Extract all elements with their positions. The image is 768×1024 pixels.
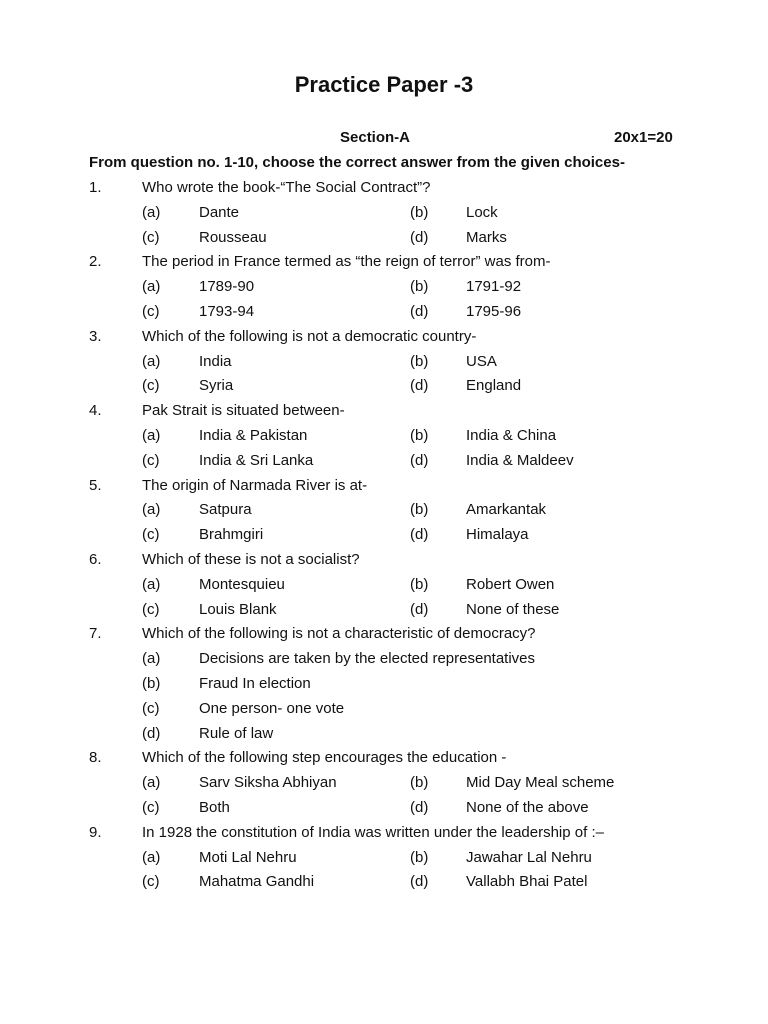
question-text: Which of the following is not a democratic country- bbox=[142, 327, 477, 345]
options-row bbox=[0, 498, 768, 523]
option-text: Montesquieu bbox=[199, 575, 285, 593]
marks-allocation: 20x1=20 bbox=[614, 129, 673, 146]
option-label: (b) bbox=[142, 674, 161, 692]
option-text: None of the above bbox=[466, 798, 589, 816]
question-row bbox=[0, 474, 768, 499]
option-text: 1789-90 bbox=[199, 278, 255, 296]
option-label: (a) bbox=[142, 352, 161, 370]
option-text: Decisions are taken by the elected representatives bbox=[199, 650, 536, 668]
option-label: (a) bbox=[142, 501, 161, 519]
option-label: (a) bbox=[142, 650, 161, 668]
question-text: Pak Strait is situated between- bbox=[142, 402, 345, 420]
page-title: Practice Paper -3 bbox=[294, 72, 474, 97]
option-text: Louis Blank bbox=[199, 600, 277, 618]
option-text: Fraud In election bbox=[199, 674, 311, 692]
option-text: Dante bbox=[199, 203, 240, 221]
option-label: (c) bbox=[142, 302, 160, 320]
option-text: Syria bbox=[199, 377, 234, 395]
option-label: (d) bbox=[410, 302, 429, 320]
section-heading: Section-A bbox=[340, 129, 411, 146]
option-text: Satpura bbox=[199, 501, 252, 519]
options-row bbox=[0, 697, 768, 722]
question-row bbox=[0, 176, 768, 201]
option-label: (d) bbox=[410, 526, 429, 544]
option-text: Sarv Siksha Abhiyan bbox=[199, 774, 337, 792]
option-label: (d) bbox=[410, 798, 429, 816]
option-text: 1795-96 bbox=[466, 302, 522, 320]
options-row bbox=[0, 846, 768, 871]
option-label: (b) bbox=[410, 575, 429, 593]
option-label: (c) bbox=[142, 600, 160, 618]
question-text: Which of the following is not a characteristic of democracy? bbox=[142, 625, 536, 643]
option-text: Jawahar Lal Nehru bbox=[466, 848, 592, 866]
options-row bbox=[0, 796, 768, 821]
question-list bbox=[0, 176, 768, 895]
option-label: (b) bbox=[410, 278, 429, 296]
option-text: Both bbox=[199, 798, 230, 816]
options-row bbox=[0, 424, 768, 449]
options-row bbox=[0, 771, 768, 796]
option-label: (d) bbox=[410, 873, 429, 891]
option-label: (b) bbox=[410, 426, 429, 444]
option-label: (c) bbox=[142, 228, 160, 246]
question-number: 8. bbox=[89, 749, 102, 767]
question-text: Which of these is not a socialist? bbox=[142, 550, 360, 568]
option-label: (c) bbox=[142, 798, 160, 816]
option-label: (b) bbox=[410, 203, 429, 221]
option-label: (d) bbox=[410, 228, 429, 246]
option-label: (c) bbox=[142, 873, 160, 891]
option-text: USA bbox=[466, 352, 497, 370]
option-text: India bbox=[199, 352, 232, 370]
option-text: 1791-92 bbox=[466, 278, 522, 296]
option-text: Brahmgiri bbox=[199, 526, 264, 544]
options-row bbox=[0, 449, 768, 474]
option-label: (a) bbox=[142, 203, 161, 221]
question-text: Which of the following step encourages the education - bbox=[142, 749, 507, 767]
question-text: The period in France termed as “the reign of terror” was from- bbox=[142, 253, 551, 271]
options-row bbox=[0, 523, 768, 548]
question-text: In 1928 the constitution of India was written under the leadership of :– bbox=[142, 823, 604, 841]
question-number: 7. bbox=[89, 625, 102, 643]
question-number: 9. bbox=[89, 823, 102, 841]
option-text: One person- one vote bbox=[199, 699, 345, 717]
instruction-text: From question no. 1-10, choose the correct answer from the given choices- bbox=[89, 154, 625, 171]
question-row bbox=[0, 821, 768, 846]
options-row bbox=[0, 226, 768, 251]
option-text: India & Sri Lanka bbox=[199, 451, 314, 469]
option-text: Rule of law bbox=[199, 724, 274, 742]
option-text: 1793-94 bbox=[199, 302, 255, 320]
option-text: None of these bbox=[466, 600, 560, 618]
option-label: (a) bbox=[142, 848, 161, 866]
option-text: Marks bbox=[466, 228, 507, 246]
option-text: India & China bbox=[466, 426, 557, 444]
option-label: (c) bbox=[142, 699, 160, 717]
option-label: (b) bbox=[410, 848, 429, 866]
option-text: Rousseau bbox=[199, 228, 267, 246]
question-text: Who wrote the book-“The Social Contract”? bbox=[142, 179, 431, 196]
options-row bbox=[0, 672, 768, 697]
option-label: (d) bbox=[142, 724, 161, 742]
options-row bbox=[0, 722, 768, 747]
option-text: Himalaya bbox=[466, 526, 529, 544]
option-text: Mahatma Gandhi bbox=[199, 873, 315, 891]
option-label: (b) bbox=[410, 501, 429, 519]
option-text: Moti Lal Nehru bbox=[199, 848, 297, 866]
option-label: (d) bbox=[410, 600, 429, 618]
question-number: 3. bbox=[89, 327, 102, 345]
options-row bbox=[0, 275, 768, 300]
option-text: Amarkantak bbox=[466, 501, 547, 519]
question-row bbox=[0, 548, 768, 573]
question-number: 4. bbox=[89, 402, 102, 420]
question-number: 1. bbox=[89, 179, 102, 196]
options-row bbox=[0, 598, 768, 623]
question-row bbox=[0, 325, 768, 350]
options-row bbox=[0, 647, 768, 672]
options-row bbox=[0, 870, 768, 895]
option-text: India & Maldeev bbox=[466, 451, 574, 469]
option-label: (b) bbox=[410, 352, 429, 370]
question-row bbox=[0, 250, 768, 275]
question-row bbox=[0, 622, 768, 647]
options-row bbox=[0, 573, 768, 598]
option-label: (c) bbox=[142, 451, 160, 469]
option-text: India & Pakistan bbox=[199, 426, 308, 444]
question-number: 2. bbox=[89, 253, 102, 271]
option-label: (c) bbox=[142, 526, 160, 544]
option-label: (a) bbox=[142, 278, 161, 296]
option-label: (c) bbox=[142, 377, 160, 395]
option-text: Mid Day Meal scheme bbox=[466, 774, 615, 792]
option-text: Vallabh Bhai Patel bbox=[466, 873, 588, 891]
question-row bbox=[0, 746, 768, 771]
option-label: (a) bbox=[142, 575, 161, 593]
option-text: England bbox=[466, 377, 522, 395]
options-row bbox=[0, 300, 768, 325]
option-label: (b) bbox=[410, 774, 429, 792]
question-text: The origin of Narmada River is at- bbox=[142, 476, 368, 494]
question-number: 6. bbox=[89, 550, 102, 568]
options-row bbox=[0, 201, 768, 226]
question-row bbox=[0, 399, 768, 424]
options-row bbox=[0, 374, 768, 399]
option-label: (d) bbox=[410, 377, 429, 395]
option-text: Robert Owen bbox=[466, 575, 555, 593]
option-label: (a) bbox=[142, 774, 161, 792]
option-label: (a) bbox=[142, 426, 161, 444]
options-row bbox=[0, 350, 768, 375]
option-label: (d) bbox=[410, 451, 429, 469]
option-text: Lock bbox=[466, 203, 498, 221]
question-number: 5. bbox=[89, 476, 102, 494]
